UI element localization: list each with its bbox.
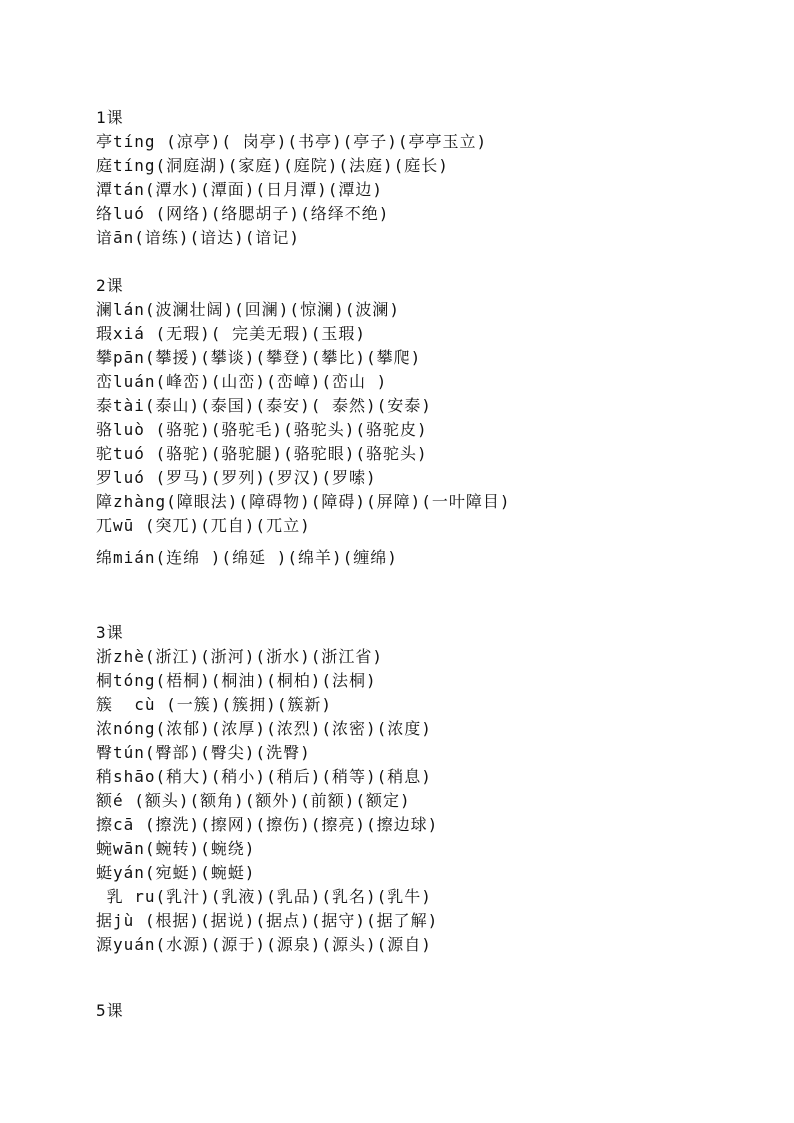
- word-entry: 泰tài(泰山)(泰国)(泰安)( 泰然)(安泰): [96, 396, 432, 415]
- word-entry: 据jù (根据)(据说)(据点)(据守)(据了解): [96, 911, 439, 930]
- word-entry: 乳 ru(乳汁)(乳液)(乳品)(乳名)(乳牛): [96, 887, 432, 906]
- word-entry: 浙zhè(浙江)(浙河)(浙水)(浙江省): [96, 647, 383, 666]
- word-entry: 络luó (网络)(络腮胡子)(络绎不绝): [96, 204, 390, 223]
- word-entry: 峦luán(峰峦)(山峦)(峦嶂)(峦山 ): [96, 372, 388, 391]
- word-entry: 障zhàng(障眼法)(障碍物)(障碍)(屏障)(一叶障目): [96, 492, 511, 511]
- word-entry: 攀pān(攀援)(攀谈)(攀登)(攀比)(攀爬): [96, 348, 422, 367]
- word-entry: 驼tuó (骆驼)(骆驼腿)(骆驼眼)(骆驼头): [96, 444, 428, 463]
- word-entry: 臀tún(臀部)(臀尖)(洗臀): [96, 743, 311, 762]
- word-entry: 绵mián(连绵 )(绵延 )(绵羊)(缠绵): [96, 548, 398, 567]
- word-entry: 额é (额头)(额角)(额外)(前额)(额定): [96, 791, 411, 810]
- word-entry: 簇 cù (一簇)(簇拥)(簇新): [96, 695, 332, 714]
- word-entry: 澜lán(波澜壮阔)(回澜)(惊澜)(波澜): [96, 300, 400, 319]
- word-entry: 源yuán(水源)(源于)(源泉)(源头)(源自): [96, 935, 432, 954]
- lesson-heading: 5课: [96, 1001, 124, 1020]
- word-entry: 桐tóng(梧桐)(桐油)(桐柏)(法桐): [96, 671, 377, 690]
- lesson-1-section: [96, 106, 487, 250]
- word-entry: 擦cā (擦洗)(擦网)(擦伤)(擦亮)(擦边球): [96, 815, 439, 834]
- word-entry: 浓nóng(浓郁)(浓厚)(浓烈)(浓密)(浓度): [96, 719, 432, 738]
- word-entry: 稍shāo(稍大)(稍小)(稍后)(稍等)(稍息): [96, 767, 432, 786]
- lesson-3-section: [96, 621, 438, 957]
- word-entry: 骆luò (骆驼)(骆驼毛)(骆驼头)(骆驼皮): [96, 420, 428, 439]
- lesson-2-section: [96, 274, 511, 570]
- word-entry: 瑕xiá (无瑕)( 完美无瑕)(玉瑕): [96, 324, 366, 343]
- word-entry: 庭tíng(洞庭湖)(家庭)(庭院)(法庭)(庭长): [96, 156, 449, 175]
- lesson-5-section: [96, 999, 124, 1023]
- word-entry: 潭tán(潭水)(潭面)(日月潭)(潭边): [96, 180, 383, 199]
- lesson-heading: 3课: [96, 623, 124, 642]
- word-entry: 兀wū (突兀)(兀自)(兀立): [96, 516, 311, 535]
- lesson-heading: 2课: [96, 276, 124, 295]
- lesson-heading: 1课: [96, 108, 124, 127]
- word-entry: 蜿wān(蜿转)(蜿绕): [96, 839, 256, 858]
- word-entry: 亭tíng (凉亭)( 岗亭)(书亭)(亭子)(亭亭玉立): [96, 132, 488, 151]
- word-entry: 罗luó (罗马)(罗列)(罗汉)(罗嗦): [96, 468, 377, 487]
- word-entry: 蜓yán(宛蜓)(蜿蜓): [96, 863, 256, 882]
- word-entry: 谙ān(谙练)(谙达)(谙记): [96, 228, 301, 247]
